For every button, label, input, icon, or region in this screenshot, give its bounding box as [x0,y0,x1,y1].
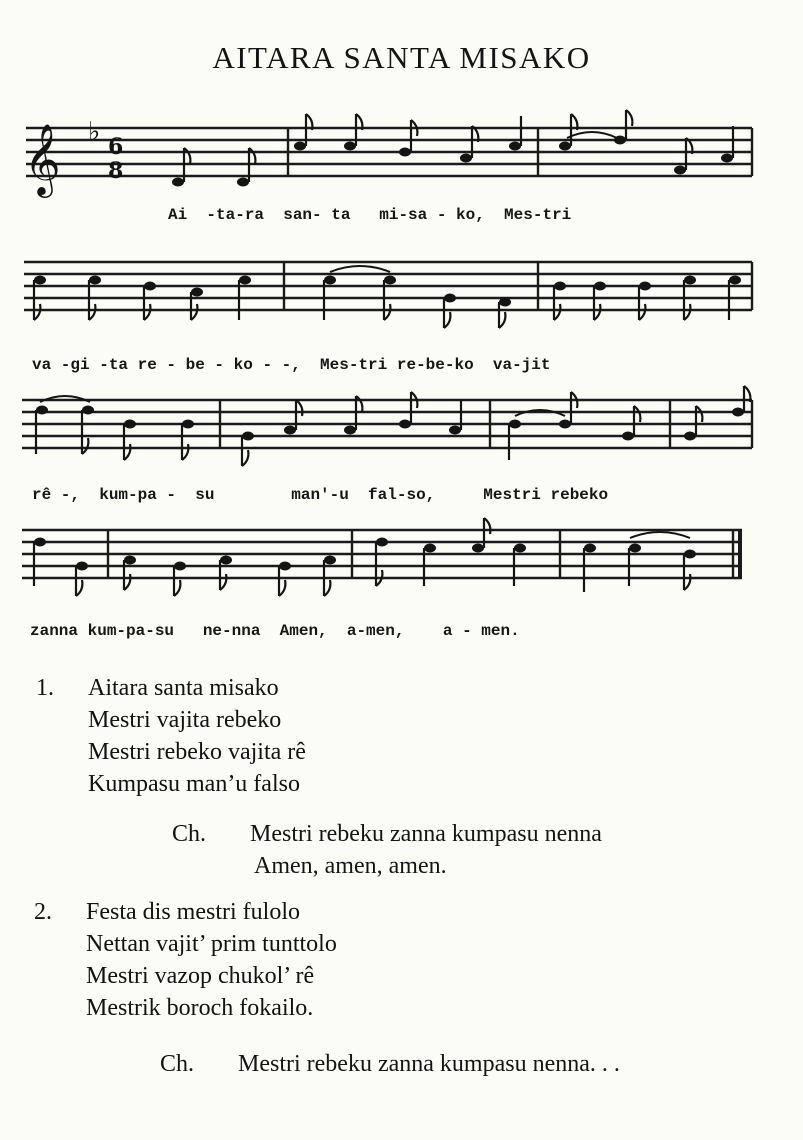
song-title: AITARA SANTA MISAKO [212,40,591,75]
flat-key-signature-icon: ♭ [88,117,101,147]
verse-line: Mestri vajita rebeko [88,707,282,733]
verse-line: Festa dis mestri fulolo [86,899,300,925]
chorus-line: Mestri rebeku zanna kumpasu nenna [250,821,602,847]
verse-lines [88,672,306,800]
chorus-lines [238,1048,620,1080]
music-staff-3 [0,400,803,490]
lyrics-line-4: zanna kum-pa-su ne-nna Amen, a-men, a - men. [30,622,520,640]
verse-line: Nettan vajit’ prim tunttolo [86,931,337,957]
chorus-2 [160,1048,760,1088]
staff-lines [26,128,752,176]
chorus-label: Ch. [160,1051,195,1077]
verse-lines [86,896,337,1024]
verse-1 [36,672,736,812]
chorus-line: Mestri rebeku zanna kumpasu nenna. . . [238,1051,620,1077]
verse-line: Mestri vazop chukol’ rê [86,963,315,989]
time-signature-top: 6 [108,134,124,160]
verse-2 [34,896,734,1036]
verse-line: Mestrik boroch fokailo. [86,995,314,1021]
verse-number: 2. [34,899,52,925]
verse-line: Aitara santa misako [88,675,279,701]
chorus-label: Ch. [172,821,207,847]
chorus-lines [250,818,602,882]
chorus-line: Amen, amen, amen. [254,853,447,879]
treble-clef-icon: 𝄞 [24,122,61,195]
notes [36,386,750,466]
lyrics-line-1: Ai -ta-ra san- ta mi-sa - ko, Mes-tri [168,206,572,224]
chorus-1 [172,818,752,888]
lyrics-line-3: rê -, kum-pa - su man'-u fal-so, Mestri rebeko [32,486,609,504]
music-staff-1 [0,118,803,208]
time-signature-bottom: 8 [108,158,124,184]
verse-line: Kumpasu man’u falso [88,771,300,797]
verse-line: Mestri rebeko vajita rê [88,739,306,765]
music-staff-2 [0,262,803,352]
music-staff-4 [0,530,803,620]
verse-number: 1. [36,675,54,701]
lyrics-line-2: va -gi -ta re - be - ko - -, Mes-tri re-be-ko va-jit [32,356,551,374]
